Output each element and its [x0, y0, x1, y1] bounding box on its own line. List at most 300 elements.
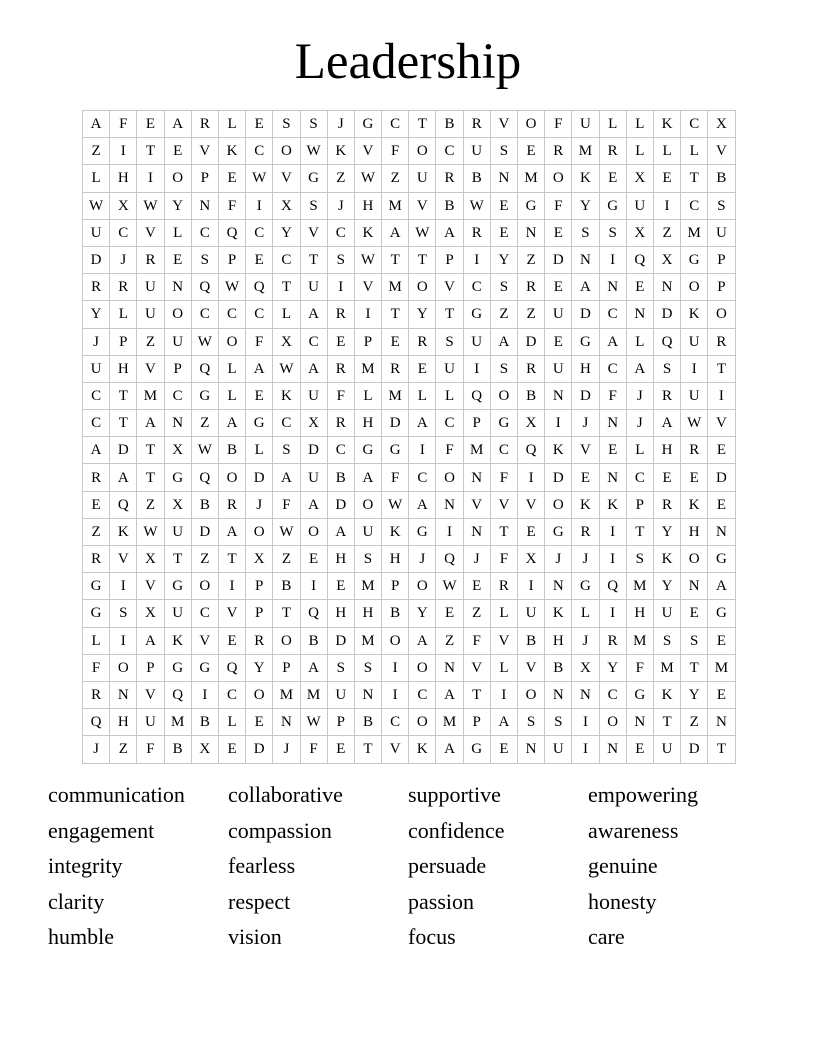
grid-letter-cell[interactable]: V	[518, 491, 545, 518]
grid-letter-cell[interactable]: F	[246, 328, 273, 355]
grid-letter-cell[interactable]: E	[218, 736, 245, 763]
grid-letter-cell[interactable]: R	[681, 437, 708, 464]
grid-letter-cell[interactable]: P	[191, 165, 218, 192]
grid-letter-cell[interactable]: S	[708, 192, 735, 219]
grid-letter-cell[interactable]: S	[545, 709, 572, 736]
grid-letter-cell[interactable]: B	[191, 709, 218, 736]
grid-letter-cell[interactable]: O	[409, 274, 436, 301]
grid-letter-cell[interactable]: I	[518, 464, 545, 491]
grid-letter-cell[interactable]: N	[599, 464, 626, 491]
grid-letter-cell[interactable]: W	[300, 709, 327, 736]
grid-letter-cell[interactable]: V	[463, 491, 490, 518]
grid-letter-cell[interactable]: W	[300, 138, 327, 165]
grid-letter-cell[interactable]: Z	[83, 518, 110, 545]
grid-letter-cell[interactable]: J	[626, 410, 653, 437]
grid-letter-cell[interactable]: G	[83, 573, 110, 600]
grid-letter-cell[interactable]: O	[518, 681, 545, 708]
grid-letter-cell[interactable]: C	[327, 219, 354, 246]
grid-letter-cell[interactable]: P	[246, 573, 273, 600]
grid-letter-cell[interactable]: C	[218, 301, 245, 328]
grid-letter-cell[interactable]: T	[382, 301, 409, 328]
grid-letter-cell[interactable]: N	[545, 681, 572, 708]
grid-letter-cell[interactable]: Q	[436, 546, 463, 573]
grid-letter-cell[interactable]: D	[191, 518, 218, 545]
grid-letter-cell[interactable]: A	[626, 355, 653, 382]
grid-letter-cell[interactable]: G	[409, 518, 436, 545]
grid-letter-cell[interactable]: U	[681, 382, 708, 409]
grid-letter-cell[interactable]: M	[382, 382, 409, 409]
grid-letter-cell[interactable]: P	[110, 328, 137, 355]
grid-letter-cell[interactable]: V	[463, 654, 490, 681]
grid-letter-cell[interactable]: E	[300, 546, 327, 573]
grid-letter-cell[interactable]: E	[218, 627, 245, 654]
grid-letter-cell[interactable]: Z	[653, 219, 680, 246]
grid-letter-cell[interactable]: Q	[191, 464, 218, 491]
grid-letter-cell[interactable]: J	[463, 546, 490, 573]
grid-letter-cell[interactable]: I	[354, 301, 381, 328]
grid-letter-cell[interactable]: G	[463, 301, 490, 328]
grid-letter-cell[interactable]: W	[137, 192, 164, 219]
grid-letter-cell[interactable]: E	[246, 382, 273, 409]
grid-letter-cell[interactable]: L	[626, 111, 653, 138]
grid-letter-cell[interactable]: C	[218, 681, 245, 708]
grid-letter-cell[interactable]: L	[218, 355, 245, 382]
grid-letter-cell[interactable]: G	[246, 410, 273, 437]
grid-letter-cell[interactable]: R	[327, 355, 354, 382]
grid-letter-cell[interactable]: V	[409, 192, 436, 219]
grid-letter-cell[interactable]: Q	[653, 328, 680, 355]
grid-letter-cell[interactable]: C	[110, 219, 137, 246]
grid-letter-cell[interactable]: I	[490, 681, 517, 708]
grid-letter-cell[interactable]: O	[545, 165, 572, 192]
grid-letter-cell[interactable]: U	[300, 274, 327, 301]
grid-letter-cell[interactable]: R	[572, 518, 599, 545]
grid-letter-cell[interactable]: F	[110, 111, 137, 138]
grid-letter-cell[interactable]: H	[572, 355, 599, 382]
grid-letter-cell[interactable]: A	[572, 274, 599, 301]
grid-letter-cell[interactable]: K	[110, 518, 137, 545]
grid-letter-cell[interactable]: C	[191, 219, 218, 246]
grid-letter-cell[interactable]: M	[164, 709, 191, 736]
grid-letter-cell[interactable]: S	[626, 546, 653, 573]
grid-letter-cell[interactable]: B	[164, 736, 191, 763]
grid-letter-cell[interactable]: F	[545, 192, 572, 219]
grid-letter-cell[interactable]: U	[164, 600, 191, 627]
grid-letter-cell[interactable]: Z	[681, 709, 708, 736]
grid-letter-cell[interactable]: L	[218, 709, 245, 736]
grid-letter-cell[interactable]: P	[273, 654, 300, 681]
grid-letter-cell[interactable]: T	[273, 600, 300, 627]
grid-letter-cell[interactable]: U	[681, 328, 708, 355]
grid-letter-cell[interactable]: I	[110, 627, 137, 654]
grid-letter-cell[interactable]: X	[191, 736, 218, 763]
grid-letter-cell[interactable]: N	[490, 165, 517, 192]
grid-letter-cell[interactable]: I	[436, 518, 463, 545]
grid-letter-cell[interactable]: Y	[599, 654, 626, 681]
grid-letter-cell[interactable]: D	[545, 464, 572, 491]
grid-letter-cell[interactable]: X	[164, 491, 191, 518]
grid-letter-cell[interactable]: A	[300, 491, 327, 518]
grid-letter-cell[interactable]: T	[490, 518, 517, 545]
grid-letter-cell[interactable]: K	[409, 736, 436, 763]
grid-letter-cell[interactable]: M	[137, 382, 164, 409]
grid-letter-cell[interactable]: A	[300, 654, 327, 681]
grid-letter-cell[interactable]: A	[164, 111, 191, 138]
word-search-grid[interactable]	[82, 110, 736, 764]
grid-letter-cell[interactable]: A	[300, 355, 327, 382]
grid-letter-cell[interactable]: R	[409, 328, 436, 355]
grid-letter-cell[interactable]: W	[382, 491, 409, 518]
grid-letter-cell[interactable]: F	[382, 464, 409, 491]
grid-letter-cell[interactable]: C	[599, 681, 626, 708]
grid-letter-cell[interactable]: L	[246, 437, 273, 464]
grid-letter-cell[interactable]: V	[436, 274, 463, 301]
grid-letter-cell[interactable]: O	[436, 464, 463, 491]
grid-letter-cell[interactable]: A	[218, 518, 245, 545]
grid-letter-cell[interactable]: T	[218, 546, 245, 573]
grid-letter-cell[interactable]: S	[273, 111, 300, 138]
grid-letter-cell[interactable]: E	[409, 355, 436, 382]
grid-letter-cell[interactable]: A	[490, 709, 517, 736]
grid-letter-cell[interactable]: T	[463, 681, 490, 708]
grid-letter-cell[interactable]: S	[490, 355, 517, 382]
grid-letter-cell[interactable]: E	[327, 736, 354, 763]
grid-letter-cell[interactable]: T	[653, 709, 680, 736]
grid-letter-cell[interactable]: Z	[273, 546, 300, 573]
grid-letter-cell[interactable]: O	[246, 518, 273, 545]
grid-letter-cell[interactable]: E	[708, 437, 735, 464]
grid-letter-cell[interactable]: T	[708, 736, 735, 763]
grid-letter-cell[interactable]: R	[246, 627, 273, 654]
grid-letter-cell[interactable]: X	[653, 246, 680, 273]
grid-letter-cell[interactable]: M	[463, 437, 490, 464]
grid-letter-cell[interactable]: L	[490, 654, 517, 681]
grid-letter-cell[interactable]: E	[681, 600, 708, 627]
grid-letter-cell[interactable]: K	[545, 437, 572, 464]
grid-letter-cell[interactable]: I	[137, 165, 164, 192]
grid-letter-cell[interactable]: S	[273, 437, 300, 464]
grid-letter-cell[interactable]: W	[273, 355, 300, 382]
grid-letter-cell[interactable]: A	[110, 464, 137, 491]
grid-letter-cell[interactable]: R	[327, 410, 354, 437]
grid-letter-cell[interactable]: T	[137, 464, 164, 491]
grid-letter-cell[interactable]: F	[626, 654, 653, 681]
grid-letter-cell[interactable]: K	[354, 219, 381, 246]
grid-letter-cell[interactable]: S	[518, 709, 545, 736]
grid-letter-cell[interactable]: X	[110, 192, 137, 219]
grid-letter-cell[interactable]: T	[382, 246, 409, 273]
grid-letter-cell[interactable]: F	[436, 437, 463, 464]
grid-letter-cell[interactable]: I	[518, 573, 545, 600]
grid-letter-cell[interactable]: I	[545, 410, 572, 437]
grid-letter-cell[interactable]: J	[572, 627, 599, 654]
grid-letter-cell[interactable]: E	[545, 328, 572, 355]
grid-letter-cell[interactable]: R	[110, 274, 137, 301]
grid-letter-cell[interactable]: L	[218, 111, 245, 138]
grid-letter-cell[interactable]: V	[490, 627, 517, 654]
grid-letter-cell[interactable]: G	[300, 165, 327, 192]
grid-letter-cell[interactable]: W	[246, 165, 273, 192]
grid-letter-cell[interactable]: J	[83, 328, 110, 355]
grid-letter-cell[interactable]: E	[327, 573, 354, 600]
grid-letter-cell[interactable]: U	[164, 518, 191, 545]
grid-letter-cell[interactable]: G	[191, 654, 218, 681]
grid-letter-cell[interactable]: V	[490, 491, 517, 518]
grid-letter-cell[interactable]: G	[354, 111, 381, 138]
grid-letter-cell[interactable]: Q	[191, 355, 218, 382]
grid-letter-cell[interactable]: G	[681, 246, 708, 273]
grid-letter-cell[interactable]: W	[463, 192, 490, 219]
grid-letter-cell[interactable]: R	[599, 627, 626, 654]
grid-letter-cell[interactable]: C	[327, 437, 354, 464]
grid-letter-cell[interactable]: S	[191, 246, 218, 273]
grid-letter-cell[interactable]: Q	[218, 219, 245, 246]
grid-letter-cell[interactable]: V	[137, 219, 164, 246]
grid-letter-cell[interactable]: L	[653, 138, 680, 165]
grid-letter-cell[interactable]: E	[218, 165, 245, 192]
grid-letter-cell[interactable]: G	[354, 437, 381, 464]
grid-letter-cell[interactable]: M	[354, 627, 381, 654]
grid-letter-cell[interactable]: F	[545, 111, 572, 138]
grid-letter-cell[interactable]: W	[191, 437, 218, 464]
grid-letter-cell[interactable]: O	[218, 328, 245, 355]
grid-letter-cell[interactable]: C	[436, 410, 463, 437]
grid-letter-cell[interactable]: U	[572, 111, 599, 138]
grid-letter-cell[interactable]: D	[545, 246, 572, 273]
grid-letter-cell[interactable]: I	[681, 355, 708, 382]
grid-letter-cell[interactable]: Q	[83, 709, 110, 736]
grid-letter-cell[interactable]: I	[382, 654, 409, 681]
grid-letter-cell[interactable]: M	[273, 681, 300, 708]
grid-letter-cell[interactable]: J	[626, 382, 653, 409]
grid-letter-cell[interactable]: N	[518, 219, 545, 246]
grid-letter-cell[interactable]: K	[599, 491, 626, 518]
grid-letter-cell[interactable]: G	[463, 736, 490, 763]
grid-letter-cell[interactable]: D	[110, 437, 137, 464]
grid-letter-cell[interactable]: P	[137, 654, 164, 681]
grid-letter-cell[interactable]: W	[409, 219, 436, 246]
grid-letter-cell[interactable]: P	[436, 246, 463, 273]
grid-letter-cell[interactable]: T	[681, 654, 708, 681]
grid-letter-cell[interactable]: N	[626, 709, 653, 736]
grid-letter-cell[interactable]: S	[490, 274, 517, 301]
grid-letter-cell[interactable]: N	[463, 518, 490, 545]
grid-letter-cell[interactable]: U	[327, 681, 354, 708]
grid-letter-cell[interactable]: V	[572, 437, 599, 464]
grid-letter-cell[interactable]: L	[273, 301, 300, 328]
grid-letter-cell[interactable]: E	[164, 246, 191, 273]
grid-letter-cell[interactable]: Q	[191, 274, 218, 301]
grid-letter-cell[interactable]: Z	[83, 138, 110, 165]
grid-letter-cell[interactable]: V	[354, 274, 381, 301]
grid-letter-cell[interactable]: E	[327, 328, 354, 355]
grid-letter-cell[interactable]: U	[463, 328, 490, 355]
grid-letter-cell[interactable]: B	[518, 627, 545, 654]
grid-letter-cell[interactable]: O	[518, 111, 545, 138]
grid-letter-cell[interactable]: D	[382, 410, 409, 437]
grid-letter-cell[interactable]: I	[382, 681, 409, 708]
grid-letter-cell[interactable]: N	[110, 681, 137, 708]
grid-letter-cell[interactable]: F	[490, 464, 517, 491]
grid-letter-cell[interactable]: X	[300, 410, 327, 437]
grid-letter-cell[interactable]: E	[382, 328, 409, 355]
grid-letter-cell[interactable]: G	[572, 328, 599, 355]
grid-letter-cell[interactable]: A	[354, 464, 381, 491]
grid-letter-cell[interactable]: K	[218, 138, 245, 165]
grid-letter-cell[interactable]: I	[463, 246, 490, 273]
grid-letter-cell[interactable]: T	[708, 355, 735, 382]
grid-letter-cell[interactable]: O	[110, 654, 137, 681]
grid-letter-cell[interactable]: P	[246, 600, 273, 627]
grid-letter-cell[interactable]: S	[653, 627, 680, 654]
grid-letter-cell[interactable]: E	[653, 464, 680, 491]
grid-letter-cell[interactable]: V	[708, 410, 735, 437]
grid-letter-cell[interactable]: D	[681, 736, 708, 763]
grid-letter-cell[interactable]: L	[626, 328, 653, 355]
grid-letter-cell[interactable]: O	[599, 709, 626, 736]
grid-letter-cell[interactable]: R	[463, 219, 490, 246]
grid-letter-cell[interactable]: J	[545, 546, 572, 573]
grid-letter-cell[interactable]: B	[463, 165, 490, 192]
grid-letter-cell[interactable]: O	[409, 654, 436, 681]
grid-letter-cell[interactable]: X	[273, 192, 300, 219]
grid-letter-cell[interactable]: B	[354, 709, 381, 736]
grid-letter-cell[interactable]: N	[545, 573, 572, 600]
grid-letter-cell[interactable]: T	[137, 138, 164, 165]
grid-letter-cell[interactable]: J	[572, 546, 599, 573]
grid-letter-cell[interactable]: I	[300, 573, 327, 600]
grid-letter-cell[interactable]: Z	[490, 301, 517, 328]
grid-letter-cell[interactable]: M	[354, 355, 381, 382]
grid-letter-cell[interactable]: Y	[490, 246, 517, 273]
grid-letter-cell[interactable]: A	[436, 681, 463, 708]
grid-letter-cell[interactable]: F	[463, 627, 490, 654]
grid-letter-cell[interactable]: H	[545, 627, 572, 654]
grid-letter-cell[interactable]: X	[137, 546, 164, 573]
grid-letter-cell[interactable]: N	[626, 301, 653, 328]
grid-letter-cell[interactable]: K	[327, 138, 354, 165]
grid-letter-cell[interactable]: Q	[164, 681, 191, 708]
grid-letter-cell[interactable]: O	[409, 573, 436, 600]
grid-letter-cell[interactable]: A	[490, 328, 517, 355]
grid-letter-cell[interactable]: G	[490, 410, 517, 437]
grid-letter-cell[interactable]: X	[273, 328, 300, 355]
grid-letter-cell[interactable]: G	[599, 192, 626, 219]
grid-letter-cell[interactable]: D	[653, 301, 680, 328]
grid-letter-cell[interactable]: Q	[300, 600, 327, 627]
grid-letter-cell[interactable]: R	[518, 355, 545, 382]
grid-letter-cell[interactable]: A	[653, 410, 680, 437]
grid-letter-cell[interactable]: E	[545, 274, 572, 301]
grid-letter-cell[interactable]: B	[518, 382, 545, 409]
grid-letter-cell[interactable]: R	[83, 681, 110, 708]
grid-letter-cell[interactable]: R	[137, 246, 164, 273]
grid-letter-cell[interactable]: N	[273, 709, 300, 736]
grid-letter-cell[interactable]: I	[599, 546, 626, 573]
grid-letter-cell[interactable]: S	[327, 654, 354, 681]
grid-letter-cell[interactable]: W	[354, 165, 381, 192]
grid-letter-cell[interactable]: V	[110, 546, 137, 573]
grid-letter-cell[interactable]: A	[599, 328, 626, 355]
grid-letter-cell[interactable]: A	[137, 627, 164, 654]
grid-letter-cell[interactable]: C	[246, 301, 273, 328]
grid-letter-cell[interactable]: O	[246, 681, 273, 708]
grid-letter-cell[interactable]: D	[518, 328, 545, 355]
grid-letter-cell[interactable]: V	[518, 654, 545, 681]
grid-letter-cell[interactable]: O	[409, 709, 436, 736]
grid-letter-cell[interactable]: C	[409, 681, 436, 708]
grid-letter-cell[interactable]: N	[463, 464, 490, 491]
grid-letter-cell[interactable]: C	[599, 301, 626, 328]
grid-letter-cell[interactable]: C	[490, 437, 517, 464]
grid-letter-cell[interactable]: A	[708, 573, 735, 600]
grid-letter-cell[interactable]: M	[518, 165, 545, 192]
grid-letter-cell[interactable]: U	[409, 165, 436, 192]
grid-letter-cell[interactable]: X	[137, 600, 164, 627]
grid-letter-cell[interactable]: L	[626, 138, 653, 165]
grid-letter-cell[interactable]: B	[436, 111, 463, 138]
grid-letter-cell[interactable]: T	[626, 518, 653, 545]
grid-letter-cell[interactable]: H	[110, 709, 137, 736]
grid-letter-cell[interactable]: F	[599, 382, 626, 409]
grid-letter-cell[interactable]: T	[110, 382, 137, 409]
grid-letter-cell[interactable]: O	[708, 301, 735, 328]
grid-letter-cell[interactable]: L	[626, 437, 653, 464]
grid-letter-cell[interactable]: I	[218, 573, 245, 600]
grid-letter-cell[interactable]: A	[300, 301, 327, 328]
grid-letter-cell[interactable]: E	[518, 518, 545, 545]
grid-letter-cell[interactable]: M	[436, 709, 463, 736]
grid-letter-cell[interactable]: Z	[436, 627, 463, 654]
grid-letter-cell[interactable]: Z	[110, 736, 137, 763]
grid-letter-cell[interactable]: A	[436, 219, 463, 246]
grid-letter-cell[interactable]: E	[246, 246, 273, 273]
grid-letter-cell[interactable]: O	[191, 573, 218, 600]
grid-letter-cell[interactable]: S	[490, 138, 517, 165]
grid-letter-cell[interactable]: K	[653, 681, 680, 708]
grid-letter-cell[interactable]: U	[545, 736, 572, 763]
grid-letter-cell[interactable]: J	[327, 111, 354, 138]
grid-letter-cell[interactable]: N	[191, 192, 218, 219]
grid-letter-cell[interactable]: S	[300, 192, 327, 219]
grid-letter-cell[interactable]: Y	[409, 600, 436, 627]
grid-letter-cell[interactable]: U	[83, 219, 110, 246]
grid-letter-cell[interactable]: W	[191, 328, 218, 355]
grid-letter-cell[interactable]: Z	[518, 301, 545, 328]
grid-letter-cell[interactable]: G	[545, 518, 572, 545]
grid-letter-cell[interactable]: U	[708, 219, 735, 246]
grid-letter-cell[interactable]: U	[137, 274, 164, 301]
grid-letter-cell[interactable]: M	[382, 192, 409, 219]
grid-letter-cell[interactable]: C	[409, 464, 436, 491]
grid-letter-cell[interactable]: X	[626, 219, 653, 246]
grid-letter-cell[interactable]: N	[681, 573, 708, 600]
grid-letter-cell[interactable]: C	[626, 464, 653, 491]
grid-letter-cell[interactable]: R	[545, 138, 572, 165]
grid-letter-cell[interactable]: O	[382, 627, 409, 654]
grid-letter-cell[interactable]: U	[164, 328, 191, 355]
grid-letter-cell[interactable]: D	[246, 736, 273, 763]
grid-letter-cell[interactable]: Q	[463, 382, 490, 409]
grid-letter-cell[interactable]: A	[327, 518, 354, 545]
grid-letter-cell[interactable]: E	[708, 627, 735, 654]
grid-letter-cell[interactable]: R	[191, 111, 218, 138]
grid-letter-cell[interactable]: T	[164, 546, 191, 573]
grid-letter-cell[interactable]: I	[708, 382, 735, 409]
grid-letter-cell[interactable]: U	[354, 518, 381, 545]
grid-letter-cell[interactable]: D	[708, 464, 735, 491]
grid-letter-cell[interactable]: Y	[572, 192, 599, 219]
